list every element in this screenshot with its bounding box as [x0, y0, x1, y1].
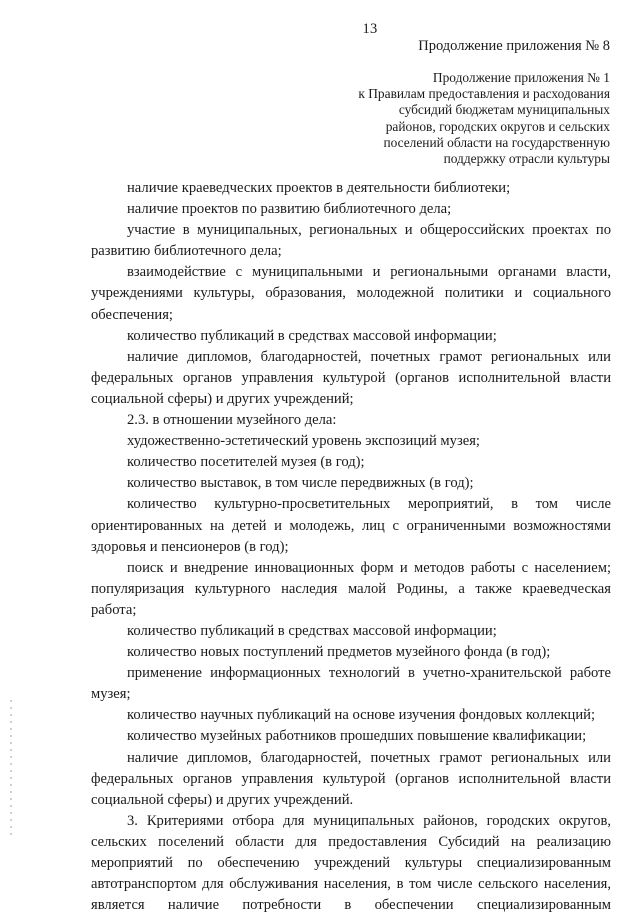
paragraph: количество выставок, в том числе передвижных (в год);: [127, 475, 474, 492]
paragraph: количество научных публикаций на основе изучения фондовых коллекций;: [127, 707, 596, 724]
paragraph: художественно-эстетический уровень экспозиций музея;: [127, 433, 480, 450]
header-line: районов, городских округов и сельских: [385, 118, 610, 134]
header-line: к Правилам предоставления и расходования: [358, 86, 610, 102]
paragraph: применение информационных технологий в учетно-хранительской работе музея;: [91, 665, 611, 703]
scan-artifact: [10, 700, 12, 840]
paragraph: количество новых поступлений предметов музейного фонда (в год);: [127, 644, 551, 661]
paragraph: поиск и внедрение инновационных форм и методов работы с населением; популяризация культурного наследия малой Родины, а также краеведческая работа;: [91, 559, 611, 618]
paragraph: наличие дипломов, благодарностей, почетных грамот региональных или федеральных органов управления культурой (органов исполнительной власти социальной сферы) и других учреждений.: [91, 749, 611, 808]
paragraph: взаимодействие с муниципальными и региональными органами власти, учреждениями культуры, образования, молодежной политики и социального обеспечения;: [91, 264, 611, 323]
document-body: [91, 178, 611, 916]
page-number: 13: [362, 21, 378, 37]
header-line: поддержку отрасли культуры: [443, 151, 610, 167]
paragraph: наличие проектов по развитию библиотечного дела;: [127, 201, 452, 218]
paragraph: наличие краеведческих проектов в деятельности библиотеки;: [127, 180, 511, 196]
paragraph: наличие дипломов, благодарностей, почетных грамот региональных или федеральных органов управления культурой (органов исполнительной власти социальной сферы) и других учреждений;: [91, 348, 611, 407]
paragraph: 3. Критериями отбора для муниципальных районов, городских округов, сельских поселений области для предоставления Субсидий на реализацию мероприятий по обеспечению учреждений культуры специализированным автотранспортом для обслуживания населения, в том числе сельского населения, является наличие потребности в обеспечении специализированным: [91, 812, 611, 914]
header-line: Продолжение приложения № 1: [432, 70, 610, 85]
section-heading: 2.3. в отношении музейного дела:: [127, 412, 337, 429]
appendix-header: [310, 70, 610, 167]
paragraph: участие в муниципальных, региональных и общероссийских проектах по развитию библиотечного дела;: [91, 222, 611, 260]
paragraph: количество публикаций в средствах массовой информации;: [127, 622, 497, 639]
paragraph: количество публикаций в средствах массовой информации;: [127, 327, 497, 344]
appendix-note: Продолжение приложения № 8: [418, 38, 610, 54]
paragraph: количество музейных работников прошедших повышение квалификации;: [127, 728, 587, 745]
paragraph: количество посетителей музея (в год);: [127, 454, 365, 471]
paragraph: количество культурно-просветительных мероприятий, в том числе ориентированных на детей и молодежь, лиц с ограниченными возможностями здоровья и пенсионеров (в год);: [91, 496, 611, 555]
header-line: субсидий бюджетам муниципальных: [398, 102, 610, 118]
header-line: поселений области на государственную: [383, 134, 610, 150]
